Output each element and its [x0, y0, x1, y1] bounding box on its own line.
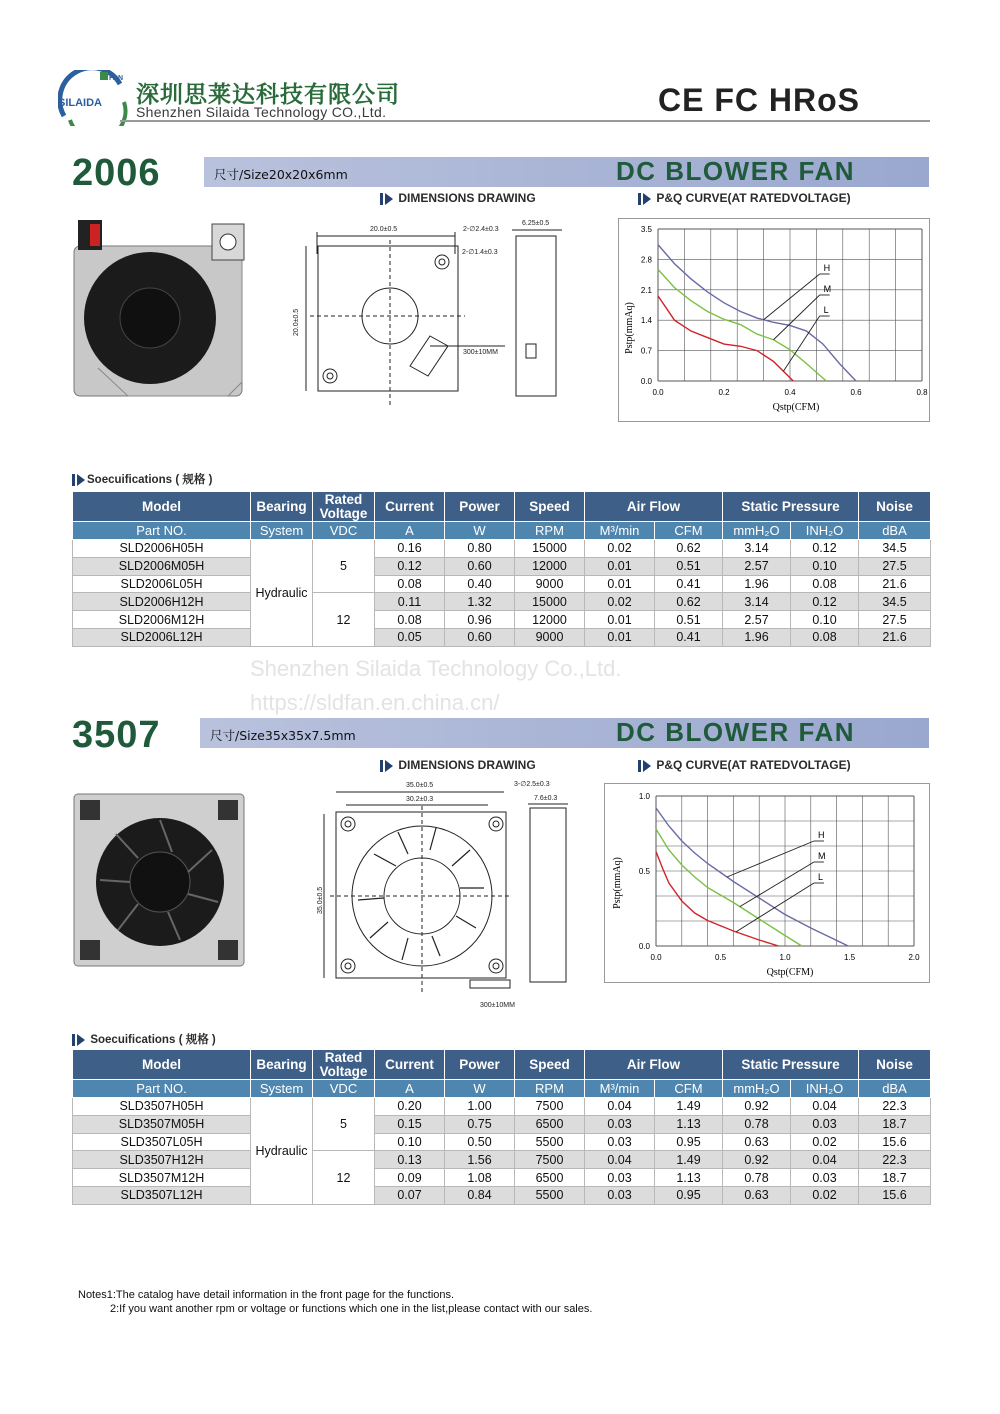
table-cell: 0.51 — [655, 557, 723, 575]
part-number: SLD2006M12H — [73, 611, 251, 629]
table-cell: 1.56 — [445, 1151, 515, 1169]
table-cell: 0.02 — [791, 1133, 859, 1151]
table-cell: 0.12 — [791, 593, 859, 611]
table-cell: 0.11 — [375, 593, 445, 611]
table-cell: 3.14 — [723, 540, 791, 558]
table-cell: 0.60 — [445, 557, 515, 575]
legend-label-M: M — [817, 851, 826, 861]
col-header: Power — [445, 492, 515, 522]
table-cell: 0.02 — [585, 540, 655, 558]
col-header: Bearing — [251, 1050, 313, 1080]
table-cell: 1.13 — [655, 1115, 723, 1133]
table-cell: 0.03 — [585, 1133, 655, 1151]
x-tick-label: 0.0 — [652, 388, 664, 397]
dimensions-drawing-2006 — [290, 216, 570, 412]
x-tick-label: 0.2 — [718, 388, 730, 397]
certification-marks: CE FC HRoS — [658, 82, 860, 118]
table-cell: 0.02 — [585, 593, 655, 611]
table-cell: 0.80 — [445, 540, 515, 558]
voltage-cell: 12 — [313, 593, 375, 646]
part-number: SLD3507M05H — [73, 1115, 251, 1133]
dim-label: 35.0±0.5 — [406, 782, 434, 789]
unit-header: INH₂O — [791, 1080, 859, 1098]
y-tick-label: 3.5 — [640, 225, 652, 234]
table-cell: 0.01 — [585, 611, 655, 629]
table-cell: 0.13 — [375, 1151, 445, 1169]
unit-header: mmH₂O — [723, 522, 791, 540]
part-number: SLD2006L05H — [73, 575, 251, 593]
col-header: Rated Voltage — [313, 492, 375, 522]
table-cell: 0.03 — [791, 1169, 859, 1187]
dim-label: 30.2±0.3 — [406, 796, 434, 803]
table-cell: 0.20 — [375, 1098, 445, 1116]
table-cell: 0.08 — [791, 575, 859, 593]
dimensions-heading: DIMENSIONS DRAWING — [380, 758, 536, 772]
dim-label: 2-∅2.4±0.3 — [463, 226, 499, 233]
bearing-cell: Hydraulic — [251, 1098, 313, 1205]
chart-ylabel: Pstp(mmAq) — [624, 302, 635, 354]
table-cell: 0.07 — [375, 1186, 445, 1204]
table-cell: 21.6 — [859, 628, 931, 646]
table-row — [73, 611, 931, 629]
table-cell: 15.6 — [859, 1186, 931, 1204]
table-cell: 0.60 — [445, 628, 515, 646]
note-line-2: 2:If you want another rpm or voltage or functions which one in the list,please contact with our sales. — [110, 1303, 593, 1315]
table-cell: 0.01 — [585, 557, 655, 575]
legend-label-L: L — [817, 872, 823, 882]
dimensions-heading: DIMENSIONS DRAWING — [380, 191, 536, 205]
table-cell: 0.05 — [375, 628, 445, 646]
size-label: 尺寸/Size20x20x6mm — [214, 167, 348, 182]
table-cell: 6500 — [515, 1115, 585, 1133]
x-tick-label: 0.5 — [714, 953, 727, 962]
table-row — [73, 593, 931, 611]
table-row — [73, 1151, 931, 1169]
note-line-1: Notes1:The catalog have detail information in the front page for the functions. — [78, 1289, 455, 1301]
x-tick-label: 0.4 — [784, 388, 796, 397]
table-cell: 0.04 — [791, 1098, 859, 1116]
table-cell: 0.15 — [375, 1115, 445, 1133]
table-cell: 0.04 — [585, 1098, 655, 1116]
col-header: Static Pressure — [723, 492, 859, 522]
table-cell: 0.51 — [655, 611, 723, 629]
unit-header: VDC — [313, 1080, 375, 1098]
table-cell: 0.04 — [585, 1151, 655, 1169]
chart-ylabel: Pstp(mmAq) — [612, 857, 623, 909]
col-header: Bearing — [251, 492, 313, 522]
table-row — [73, 575, 931, 593]
x-tick-label: 0.0 — [650, 953, 662, 962]
y-tick-label: 1.0 — [638, 792, 650, 801]
y-tick-label: 0.0 — [638, 942, 650, 951]
col-header: Current — [375, 1050, 445, 1080]
table-cell: 0.95 — [655, 1133, 723, 1151]
voltage-cell: 5 — [313, 1098, 375, 1151]
company-name-en: Shenzhen Silaida Technology CO.,Ltd. — [136, 104, 387, 120]
table-cell: 1.00 — [445, 1098, 515, 1116]
table-cell: 0.03 — [585, 1169, 655, 1187]
part-number: SLD3507H05H — [73, 1098, 251, 1116]
table-cell: 9000 — [515, 575, 585, 593]
table-cell: 15000 — [515, 593, 585, 611]
bearing-cell: Hydraulic — [251, 540, 313, 647]
col-header: Model — [73, 1050, 251, 1080]
table-cell: 0.78 — [723, 1169, 791, 1187]
y-tick-label: 0.0 — [640, 377, 652, 386]
page-header — [58, 70, 930, 122]
table-cell: 22.3 — [859, 1098, 931, 1116]
col-header: Static Pressure — [723, 1050, 859, 1080]
specifications-heading: Soecuifications ( 规格 ) — [72, 471, 212, 487]
part-number: SLD3507H12H — [73, 1151, 251, 1169]
table-cell: 0.41 — [655, 575, 723, 593]
unit-header: dBA — [859, 1080, 931, 1098]
table-cell: 1.96 — [723, 628, 791, 646]
table-cell: 5500 — [515, 1133, 585, 1151]
part-number: SLD3507M12H — [73, 1169, 251, 1187]
part-number: SLD2006M05H — [73, 557, 251, 575]
unit-header: M³/min — [585, 1080, 655, 1098]
product-type: DC BLOWER FAN — [616, 156, 856, 186]
table-cell: 0.96 — [445, 611, 515, 629]
curve-heading: P&Q CURVE(AT RATEDVOLTAGE) — [638, 758, 851, 772]
part-number: SLD3507L12H — [73, 1186, 251, 1204]
dim-label: 20.0±0.5 — [293, 308, 300, 336]
fan-photo-2006 — [72, 218, 250, 400]
table-cell: 0.12 — [375, 557, 445, 575]
dim-label: 300±10MM — [463, 349, 498, 356]
logo-small-text: FAN — [109, 75, 123, 82]
x-tick-label: 0.6 — [850, 388, 862, 397]
table-cell: 1.13 — [655, 1169, 723, 1187]
table-cell: 0.92 — [723, 1151, 791, 1169]
dim-label: 3-∅2.5±0.3 — [514, 781, 550, 788]
col-header: Model — [73, 492, 251, 522]
dim-label: 2-∅1.4±0.3 — [462, 249, 498, 256]
unit-header: RPM — [515, 1080, 585, 1098]
table-cell: 0.01 — [585, 575, 655, 593]
table-cell: 0.01 — [585, 628, 655, 646]
table-cell: 0.41 — [655, 628, 723, 646]
col-header: Current — [375, 492, 445, 522]
table-cell: 18.7 — [859, 1115, 931, 1133]
table-cell: 7500 — [515, 1098, 585, 1116]
table-cell: 27.5 — [859, 611, 931, 629]
col-header: Noise — [859, 1050, 931, 1080]
table-cell: 0.04 — [791, 1151, 859, 1169]
watermark-line-2: https://sldfan.en.china.cn/ — [250, 690, 500, 715]
specifications-table-3507 — [72, 1049, 931, 1205]
unit-header: M³/min — [585, 522, 655, 540]
specifications-table-2006 — [72, 491, 931, 647]
table-cell: 1.08 — [445, 1169, 515, 1187]
unit-header: System — [251, 522, 313, 540]
part-number: SLD2006H05H — [73, 540, 251, 558]
y-tick-label: 0.7 — [640, 346, 652, 356]
table-cell: 0.62 — [655, 593, 723, 611]
table-cell: 0.10 — [375, 1133, 445, 1151]
pq-curve-chart-3507 — [604, 783, 930, 983]
part-number: SLD2006H12H — [73, 593, 251, 611]
table-cell: 0.03 — [585, 1115, 655, 1133]
table-cell: 0.95 — [655, 1186, 723, 1204]
table-cell: 22.3 — [859, 1151, 931, 1169]
col-header: Air Flow — [585, 492, 723, 522]
table-cell: 27.5 — [859, 557, 931, 575]
table-cell: 5500 — [515, 1186, 585, 1204]
table-cell: 0.08 — [375, 611, 445, 629]
model-number: 3507 — [72, 714, 161, 756]
table-cell: 0.12 — [791, 540, 859, 558]
table-row — [73, 628, 931, 646]
table-row — [73, 557, 931, 575]
table-cell: 34.5 — [859, 593, 931, 611]
table-cell: 0.40 — [445, 575, 515, 593]
watermark-line-1: Shenzhen Silaida Technology Co.,Ltd. — [250, 656, 622, 681]
unit-header: dBA — [859, 522, 931, 540]
table-cell: 0.10 — [791, 611, 859, 629]
col-header: Power — [445, 1050, 515, 1080]
table-cell: 0.84 — [445, 1186, 515, 1204]
header-divider — [120, 120, 930, 122]
size-label: 尺寸/Size35x35x7.5mm — [210, 728, 356, 743]
notes — [78, 1288, 592, 1316]
unit-header: INH₂O — [791, 522, 859, 540]
table-cell: 21.6 — [859, 575, 931, 593]
col-header: Speed — [515, 1050, 585, 1080]
pq-curve-chart-2006 — [618, 218, 930, 422]
unit-header: mmH₂O — [723, 1080, 791, 1098]
legend-label-H: H — [823, 263, 831, 273]
unit-header: Part NO. — [73, 1080, 251, 1098]
unit-header: W — [445, 522, 515, 540]
unit-header: RPM — [515, 522, 585, 540]
table-cell: 0.10 — [791, 557, 859, 575]
legend-label-M: M — [823, 284, 832, 294]
table-row — [73, 540, 931, 558]
dimensions-drawing-3507 — [312, 778, 574, 1010]
table-cell: 0.75 — [445, 1115, 515, 1133]
table-row — [73, 1133, 931, 1151]
dim-label: 35.0±0.5 — [317, 886, 324, 914]
table-cell: 9000 — [515, 628, 585, 646]
table-cell: 0.62 — [655, 540, 723, 558]
table-cell: 1.32 — [445, 593, 515, 611]
table-cell: 0.02 — [791, 1186, 859, 1204]
table-cell: 15000 — [515, 540, 585, 558]
chart-xlabel: Qstp(CFM) — [772, 402, 820, 413]
x-tick-label: 1.0 — [779, 953, 791, 962]
dim-label: 6.25±0.5 — [522, 220, 550, 227]
table-row — [73, 1169, 931, 1187]
table-cell: 0.16 — [375, 540, 445, 558]
x-tick-label: 2.0 — [908, 953, 920, 962]
voltage-cell: 12 — [313, 1151, 375, 1204]
table-cell: 0.78 — [723, 1115, 791, 1133]
col-header: Air Flow — [585, 1050, 723, 1080]
table-row — [73, 1186, 931, 1204]
part-number: SLD2006L12H — [73, 628, 251, 646]
unit-header: CFM — [655, 1080, 723, 1098]
unit-header: VDC — [313, 522, 375, 540]
unit-header: Part NO. — [73, 522, 251, 540]
table-cell: 15.6 — [859, 1133, 931, 1151]
dim-label: 7.6±0.3 — [534, 795, 558, 802]
table-cell: 0.50 — [445, 1133, 515, 1151]
table-cell: 1.49 — [655, 1151, 723, 1169]
col-header: Rated Voltage — [313, 1050, 375, 1080]
table-cell: 34.5 — [859, 540, 931, 558]
table-cell: 0.63 — [723, 1186, 791, 1204]
model-number: 2006 — [72, 152, 161, 194]
x-tick-label: 1.5 — [843, 953, 856, 962]
table-cell: 12000 — [515, 557, 585, 575]
table-cell: 0.03 — [791, 1115, 859, 1133]
col-header: Speed — [515, 492, 585, 522]
product-type: DC BLOWER FAN — [616, 717, 856, 747]
table-cell: 7500 — [515, 1151, 585, 1169]
table-row — [73, 1115, 931, 1133]
unit-header: A — [375, 1080, 445, 1098]
table-cell: 0.08 — [791, 628, 859, 646]
unit-header: W — [445, 1080, 515, 1098]
company-name-cn: 深圳思莱达科技有限公司 — [136, 82, 400, 108]
table-cell: 0.03 — [585, 1186, 655, 1204]
table-cell: 0.08 — [375, 575, 445, 593]
y-tick-label: 2.8 — [640, 255, 652, 265]
logo-text: SILAIDA — [58, 97, 102, 109]
table-cell: 18.7 — [859, 1169, 931, 1187]
table-cell: 2.57 — [723, 611, 791, 629]
chart-xlabel: Qstp(CFM) — [766, 967, 814, 978]
table-cell: 3.14 — [723, 593, 791, 611]
col-header: Noise — [859, 492, 931, 522]
dim-label: 300±10MM — [480, 1002, 515, 1009]
dim-label: 20.0±0.5 — [370, 226, 398, 233]
table-row — [73, 1098, 931, 1116]
table-cell: 12000 — [515, 611, 585, 629]
table-cell: 2.57 — [723, 557, 791, 575]
table-cell: 6500 — [515, 1169, 585, 1187]
table-cell: 1.96 — [723, 575, 791, 593]
y-tick-label: 1.4 — [640, 316, 652, 326]
legend-label-H: H — [817, 830, 825, 840]
unit-header: System — [251, 1080, 313, 1098]
table-cell: 0.92 — [723, 1098, 791, 1116]
y-tick-label: 0.5 — [638, 867, 650, 876]
table-cell: 0.09 — [375, 1169, 445, 1187]
legend-label-L: L — [823, 305, 829, 315]
voltage-cell: 5 — [313, 540, 375, 593]
table-cell: 1.49 — [655, 1098, 723, 1116]
x-tick-label: 0.8 — [916, 388, 928, 397]
specifications-heading: Soecuifications ( 规格 ) — [72, 1031, 216, 1047]
unit-header: A — [375, 522, 445, 540]
silaida-logo — [58, 70, 130, 126]
curve-heading: P&Q CURVE(AT RATEDVOLTAGE) — [638, 191, 851, 205]
y-tick-label: 2.1 — [640, 285, 652, 295]
table-cell: 0.63 — [723, 1133, 791, 1151]
unit-header: CFM — [655, 522, 723, 540]
fan-photo-3507 — [72, 790, 250, 970]
part-number: SLD3507L05H — [73, 1133, 251, 1151]
